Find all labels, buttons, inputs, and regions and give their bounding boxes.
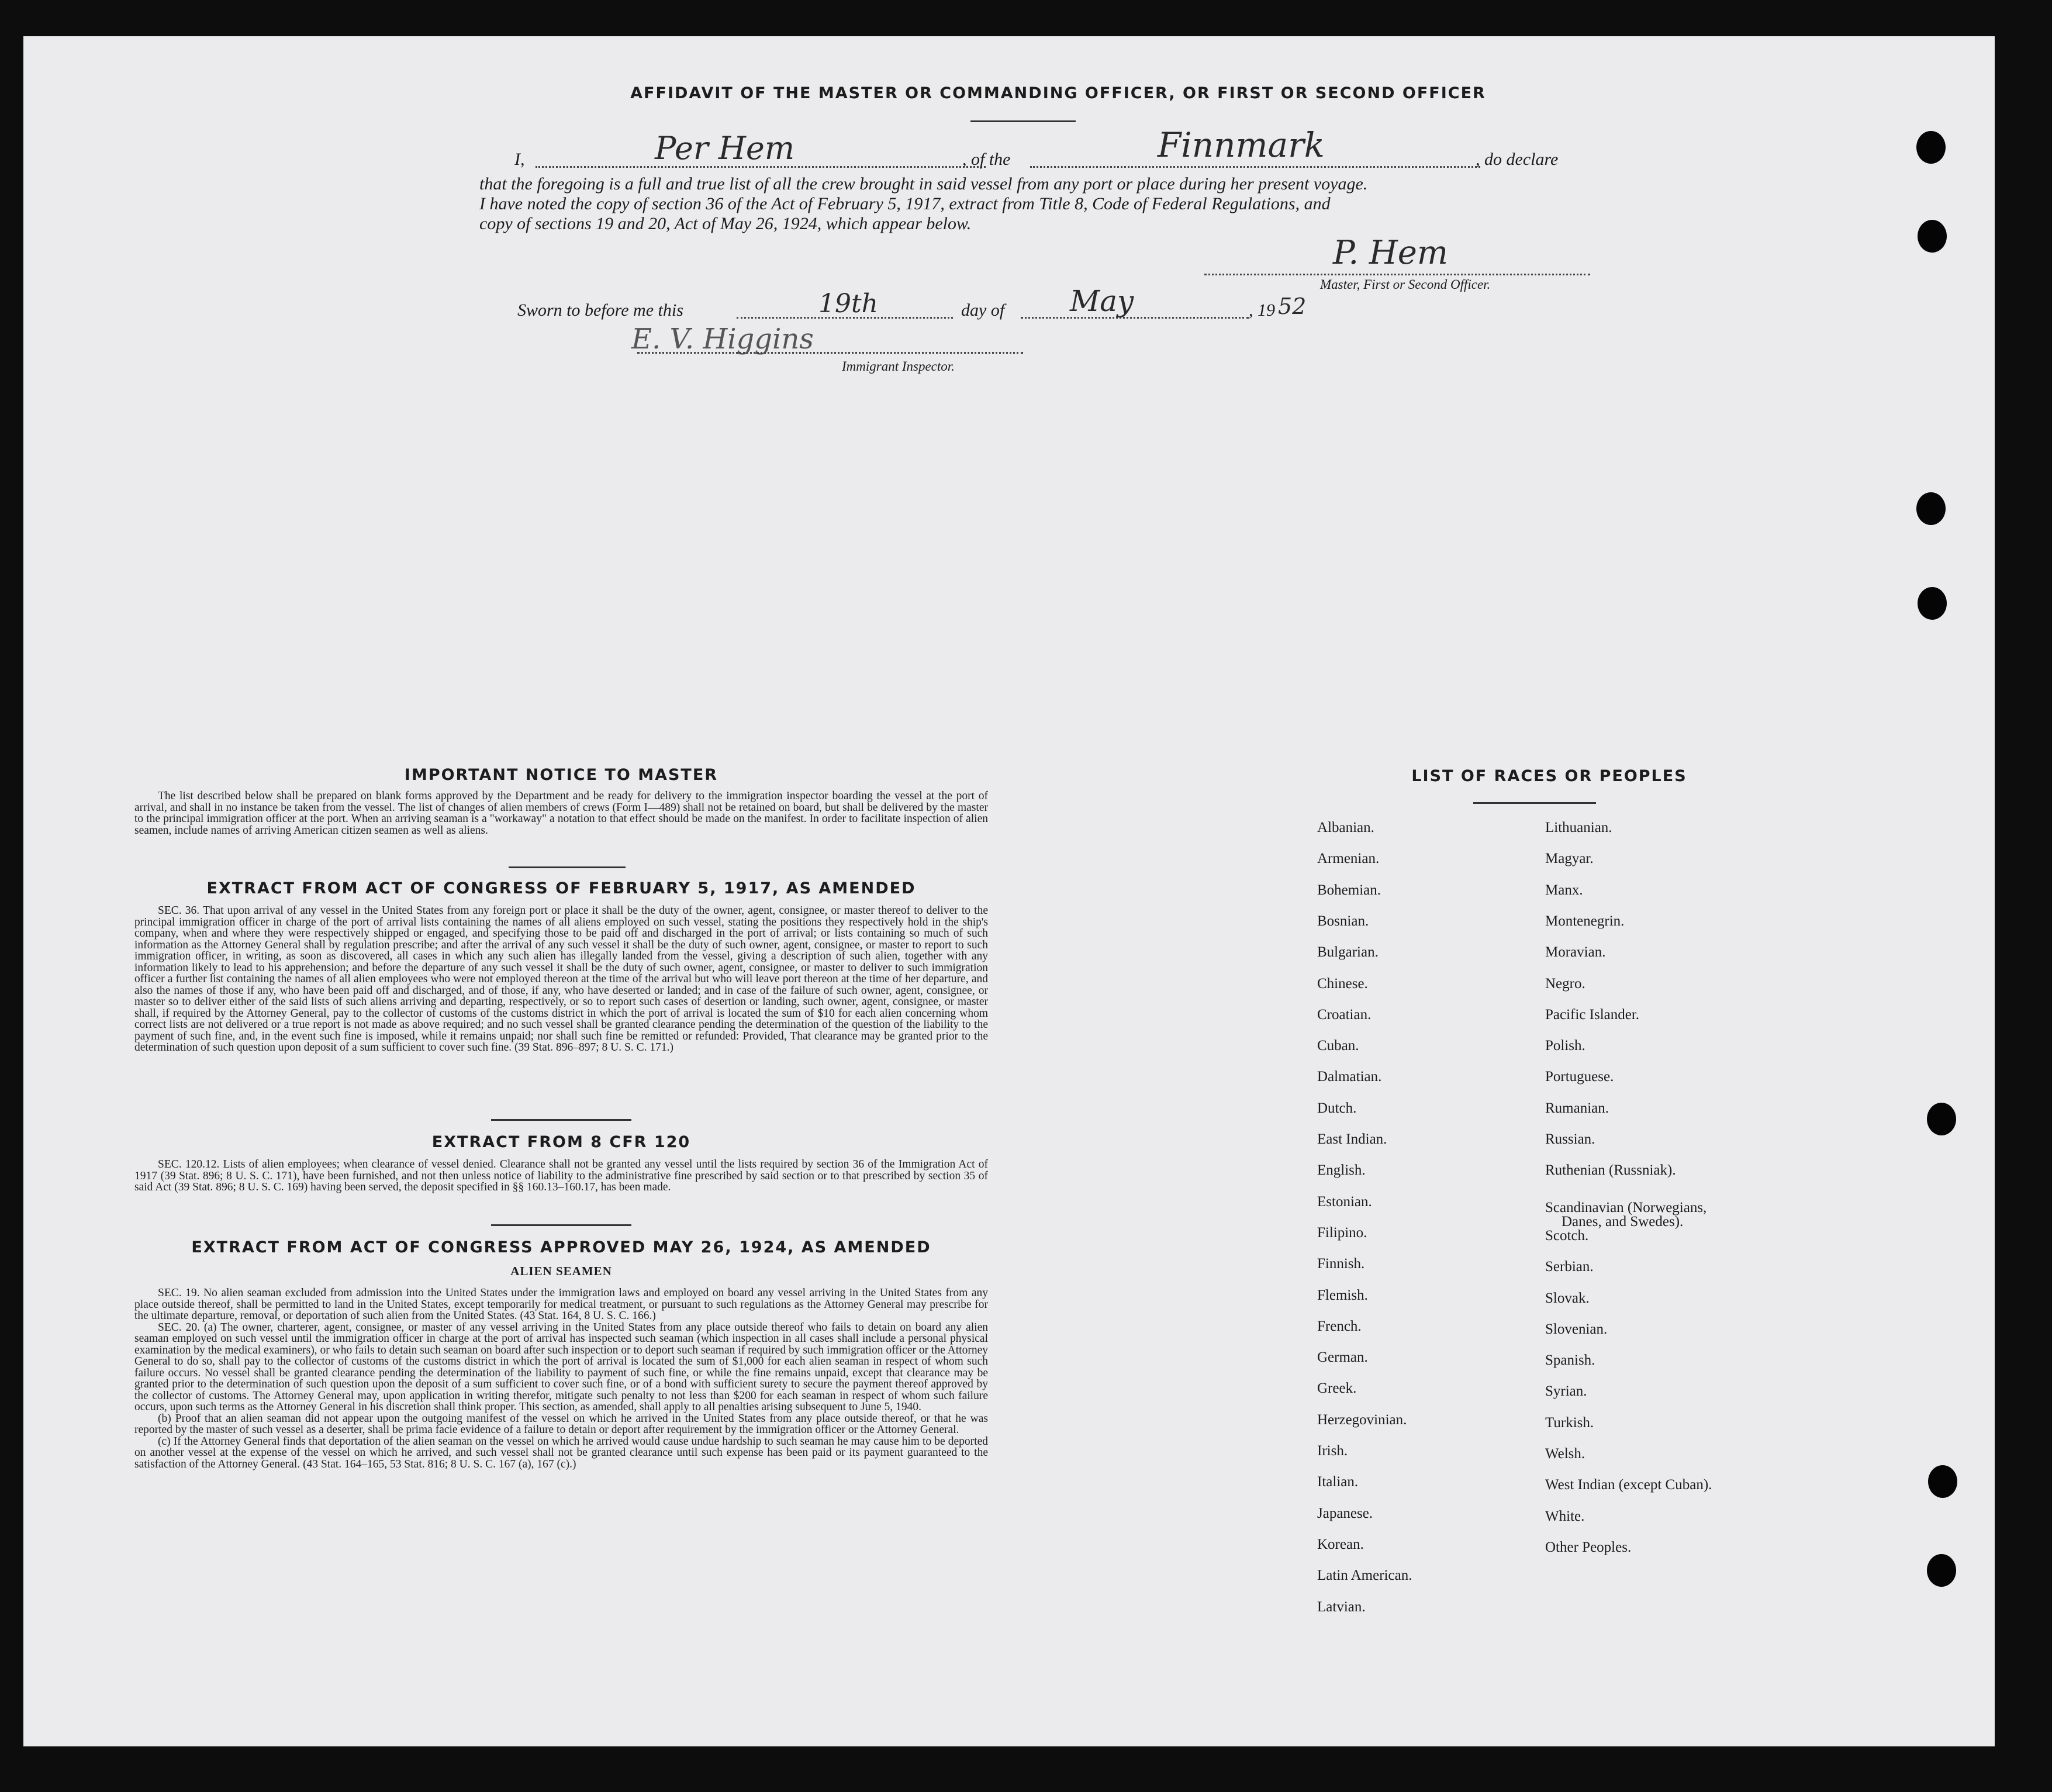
extract-1924-subtitle: ALIEN SEAMEN	[510, 1264, 612, 1278]
race-item: Russian.	[1545, 1131, 1595, 1147]
punch-hole	[1927, 1554, 1956, 1587]
sworn-month-line	[1021, 317, 1249, 319]
race-item: West Indian (except Cuban).	[1545, 1477, 1712, 1493]
notice-title: IMPORTANT NOTICE TO MASTER	[404, 766, 718, 784]
race-item: Syrian.	[1545, 1383, 1587, 1400]
notice-body: The list described below shall be prepared on blank forms approved by the Department and be ready for delivery to the immigration inspector boarding the vessel at the port of arrival, and shall in no instance be taken from the vessel. The list of changes of alien members of crews (Form I—489) shall not be retained on board, but shall be delivered by the master to the principal immigration officer at the port. When an arriving seaman is a "workaway" a notation to that effect should be made on the manifest. In order to facilitate inspection of alien seamen, include names of arriving American citizen seamen as well as aliens.	[134, 790, 988, 837]
of-the-label: , of the	[962, 150, 1011, 169]
vessel-name-line	[1030, 166, 1480, 168]
punch-hole	[1916, 131, 1946, 164]
master-signature-line	[1204, 274, 1590, 275]
year-suffix-handwritten: 52	[1278, 294, 1307, 319]
extract-8cfr-body: SEC. 120.12. Lists of alien employees; when clearance of vessel denied. Clearance shall not be granted any vessel until the lists required by section 36 of the Immigration Act of 1917 (39 Stat. 896; 8 U. S. C. 171), have been furnished, and not then unless notice of liability to the administrative fine prescribed by said section or to that prescribed by section 35 of said Act (39 Stat. 896; 8 U. S. C. 169) having been served, the deposit specified in §§ 160.13–160.17, has been made.	[134, 1158, 988, 1193]
race-item: Japanese.	[1317, 1505, 1373, 1521]
race-item: Flemish.	[1317, 1287, 1368, 1303]
extract-1917-title: EXTRACT FROM ACT OF CONGRESS OF FEBRUARY 5, 1917, AS AMENDED	[206, 879, 916, 897]
race-item: Danes, and Swedes).	[1562, 1214, 1684, 1230]
race-item: Italian.	[1317, 1474, 1359, 1490]
race-item: Herzegovinian.	[1317, 1411, 1407, 1428]
race-item: Magyar.	[1545, 851, 1594, 867]
race-item: Negro.	[1545, 975, 1585, 992]
race-item: Cuban.	[1317, 1038, 1359, 1054]
race-item: French.	[1317, 1318, 1362, 1334]
title-rule	[970, 120, 1076, 122]
race-item: Moravian.	[1545, 944, 1606, 961]
extract-1924-body	[134, 1287, 988, 1470]
punch-hole	[1927, 1103, 1956, 1135]
extract-1917-body: SEC. 36. That upon arrival of any vessel in the United States from any foreign port or place it shall be the duty of the owner, agent, consignee, or master thereof to deliver to the principal immigration officer in charge of the port of arrival lists containing the names of all aliens employed on such vessel, stating the positions they respectively hold in the ship's company, when and where they were respectively shipped or engaged, and specifying those to be paid off and discharged in the port of arrival; or lists containing so much of such information as the Attorney General shall by regulation prescribe; and after the arrival of any such vessel it shall be the duty of such owner, agent, consignee, or master to report to such immigration officer, in writing, as soon as discovered, all cases in which any such alien has illegally landed from the vessel, giving a description of such alien, together with any information likely to lead to his apprehension; and before the departure of any such vessel it shall be the duty of such owner, agent, consignee, or master to deliver to such immigration officer a further list containing the names of all alien employees who were not employed thereon at the time of the arrival but who will leave port thereon at the time of her departure, and also the names of those if any, who have been paid off and discharged, and of those, if any, who have deserted or landed; and in case of the failure of such owner, agent, consignee, or master so to deliver either of the said lists of such aliens arriving and departing, respectively, or so to report such cases of desertion or landing, such owner, agent, consignee, or master shall, if required by the Attorney General, pay to the collector of customs of the customs district in which the port of arrival is located the sum of $10 for each alien concerning whom correct lists are not delivered or a true report is not made as above required; and no such vessel shall be granted clearance pending the determination of the question of the liability to the payment of such fine, and, in the event such fine is imposed, while it remains unpaid; nor shall such fine be remitted or refunded: Provided, That clearance may be granted prior to the determination of such question upon deposit of a sum sufficient to cover such fine. (39 Stat. 896–897; 8 U. S. C. 171.)	[134, 904, 988, 1054]
declaration-line-3: I have noted the copy of section 36 of the Act of February 5, 1917, extract from Title 8, Code of Federal Regulations, and	[479, 194, 1331, 213]
race-item: East Indian.	[1317, 1131, 1387, 1147]
extract-8cfr-rule	[491, 1224, 631, 1226]
day-of-label: day of	[961, 301, 1005, 320]
sworn-month-handwritten: May	[1070, 284, 1134, 318]
race-item: German.	[1317, 1349, 1368, 1366]
race-item: Serbian.	[1545, 1259, 1594, 1275]
year-prefix: , 19	[1249, 301, 1275, 320]
race-item: Spanish.	[1545, 1352, 1595, 1369]
race-item: Croatian.	[1317, 1006, 1372, 1023]
notice-rule	[509, 866, 626, 868]
sec-19-paragraph: SEC. 19. No alien seaman excluded from admission into the United States under the immigration laws and employed on board any vessel arriving in the United States from any place outside thereof, shall be permitted to land in the United States, except temporarily for medical treatment, or pursuant to such regulations as the Attorney General may prescribe for the ultimate departure, removal, or deportation of such alien from the United States. (43 Stat. 164, 8 U. S. C. 166.)	[134, 1287, 988, 1322]
race-item: Lithuanian.	[1545, 820, 1612, 835]
race-item: Greek.	[1317, 1380, 1357, 1397]
master-signature: P. Hem	[1333, 234, 1449, 272]
race-item: Welsh.	[1545, 1446, 1585, 1462]
race-item: Portuguese.	[1545, 1069, 1614, 1085]
inspector-signature-line	[637, 352, 1023, 354]
race-item: Scotch.	[1545, 1227, 1589, 1244]
extract-8cfr-title: EXTRACT FROM 8 CFR 120	[431, 1133, 691, 1151]
race-item: Ruthenian (Russniak).	[1545, 1162, 1676, 1179]
race-item: Filipino.	[1317, 1224, 1367, 1241]
vessel-name-handwritten: Finnmark	[1158, 125, 1325, 165]
master-signature-caption: Master, First or Second Officer.	[1320, 277, 1491, 292]
punch-hole	[1918, 220, 1947, 253]
sec-20b-paragraph: (b) Proof that an alien seaman did not appear upon the outgoing manifest of the vessel on which he arrived in the United States from any place outside thereof, or that he was reported by the master of such vessel as a deserter, shall be prima facie evidence of a failure to detain or deport after requirement by the immigration officer or the Attorney General.	[134, 1412, 988, 1436]
race-item: English.	[1317, 1162, 1366, 1179]
sworn-label: Sworn to before me this	[517, 301, 683, 320]
sec-20a-paragraph: SEC. 20. (a) The owner, charterer, agent, consignee, or master of any vessel arriving in the United States from any place outside thereof who fails to detain on board any alien seaman employed on such vessel until the immigration officer in charge at the port of arrival has inspected such seaman (which inspection in all cases shall include a personal physical examination by the medical examiners), or who fails to detain such seaman on board after such inspection or to deport such seaman if required by such immigration officer or the Attorney General to do so, shall pay to the collector of customs of the customs district in which the port of arrival is located the sum of $1,000 for each alien seaman in respect of whom such failure occurs. No vessel shall be granted clearance pending the determination of the liability to payment of such fine, or while the fine remains unpaid, except that clearance may be granted prior to the determination of such question upon the deposit of a sum sufficient to cover such fine, or of a bond with sufficient surety to secure the payment thereof approved by the collector of customs. The Attorney General may, upon application in writing therefor, mitigate such penalty to not less than $200 for each seaman in respect of whom such failure occurs, upon such terms as the Attorney General in his discretion shall think proper. This section, as amended, shall apply to all penalties arising subsequent to June 5, 1940.	[134, 1321, 988, 1413]
master-name-signature: Per Hem	[655, 130, 795, 167]
race-item: Turkish.	[1545, 1414, 1594, 1431]
race-item: Pacific Islander.	[1545, 1006, 1640, 1023]
race-item: Latvian.	[1317, 1598, 1366, 1615]
race-item: Dalmatian.	[1317, 1069, 1382, 1085]
i-label: I,	[514, 150, 525, 169]
races-title: LIST OF RACES OR PEOPLES	[1411, 767, 1687, 785]
extract-1917-rule	[491, 1119, 631, 1121]
race-item: Dutch.	[1317, 1100, 1357, 1116]
sworn-day-handwritten: 19th	[818, 289, 879, 319]
race-item: Estonian.	[1317, 1193, 1372, 1210]
race-item: Polish.	[1545, 1038, 1585, 1054]
race-item: Armenian.	[1317, 851, 1380, 867]
race-item: Slovak.	[1545, 1290, 1590, 1306]
declaration-line-4: copy of sections 19 and 20, Act of May 26, 1924, which appear below.	[479, 214, 972, 233]
race-item: Albanian.	[1317, 820, 1374, 835]
race-item: Latin American.	[1317, 1567, 1412, 1584]
race-item: White.	[1545, 1508, 1585, 1524]
race-item: Rumanian.	[1545, 1100, 1609, 1116]
race-item: Korean.	[1317, 1536, 1364, 1552]
do-declare-label: , do declare	[1476, 150, 1559, 169]
inspector-signature: E. V. Higgins	[631, 323, 814, 355]
races-rule	[1473, 802, 1596, 804]
race-item: Bosnian.	[1317, 913, 1369, 929]
declaration-line-2: that the foregoing is a full and true list of all the crew brought in said vessel from any port or place during her present voyage.	[479, 174, 1368, 194]
punch-hole	[1916, 492, 1946, 525]
race-item: Slovenian.	[1545, 1321, 1608, 1337]
race-item: Other Peoples.	[1545, 1539, 1632, 1555]
sec-20c-paragraph: (c) If the Attorney General finds that deportation of the alien seaman on the vessel on which he arrived would cause undue hardship to such seaman he may cause him to be deported on another vessel at the expense of the vessel on which he arrived, and such vessel shall not be granted clearance until such expense has been paid or its payment guaranteed to the satisfaction of the Attorney General. (43 Stat. 164–165, 53 Stat. 816; 8 U. S. C. 167 (a), 167 (c).)	[134, 1435, 988, 1470]
race-item: Finnish.	[1317, 1256, 1365, 1272]
punch-hole	[1918, 587, 1947, 620]
race-item: Manx.	[1545, 882, 1583, 898]
race-item: Montenegrin.	[1545, 913, 1625, 929]
race-item: Scandinavian (Norwegians,	[1545, 1200, 1707, 1216]
inspector-caption: Immigrant Inspector.	[842, 359, 955, 374]
race-item: Bulgarian.	[1317, 944, 1379, 961]
extract-1924-title: EXTRACT FROM ACT OF CONGRESS APPROVED MAY 26, 1924, AS AMENDED	[191, 1238, 931, 1256]
race-item: Irish.	[1317, 1443, 1348, 1459]
race-item: Chinese.	[1317, 975, 1368, 992]
punch-hole	[1928, 1465, 1957, 1498]
document-page	[23, 36, 1995, 1746]
race-item: Bohemian.	[1317, 882, 1381, 898]
affidavit-title: AFFIDAVIT OF THE MASTER OR COMMANDING OFFICER, OR FIRST OR SECOND OFFICER	[630, 84, 1486, 102]
